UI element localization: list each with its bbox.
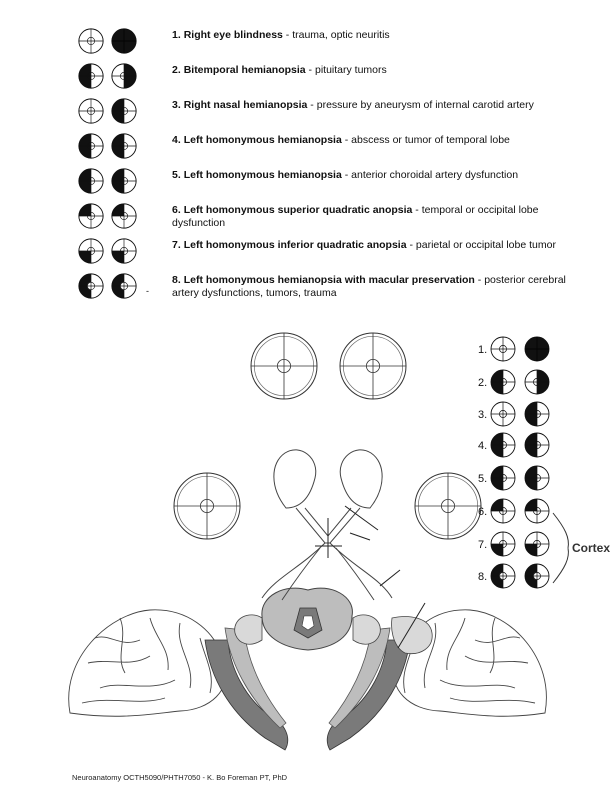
right-eye-field-icon <box>110 97 138 125</box>
defect-title <box>172 134 342 146</box>
field-left-macular <box>491 564 515 588</box>
defect-separator: - <box>341 134 352 146</box>
defect-separator: - <box>305 64 315 76</box>
defect-cause: abscess or tumor of temporal lobe <box>351 134 510 146</box>
defect-title <box>172 99 307 111</box>
stack-number: 8. <box>478 571 488 583</box>
field-left-half <box>79 134 103 158</box>
visual-pathway-diagram <box>0 318 612 778</box>
field-left-half <box>112 134 136 158</box>
field-right-half <box>525 370 549 394</box>
field-left-half <box>491 370 515 394</box>
field-left-half <box>525 433 549 457</box>
defect-title <box>172 29 283 41</box>
defect-row <box>0 202 612 242</box>
defect-cause: temporal or occipital lobe dysfunction <box>172 204 539 229</box>
field-lower-left <box>79 239 103 263</box>
left-eye-field-icon <box>77 272 105 300</box>
defect-cause: anterior choroidal artery dysfunction <box>351 169 519 181</box>
defect-title-text: Right nasal hemianopsia <box>183 99 308 111</box>
field-left-half <box>491 433 515 457</box>
thalamus-midbrain <box>235 588 433 654</box>
defect-title-text: Left homonymous hemianopsia <box>183 169 342 181</box>
field-left-half <box>79 169 103 193</box>
defect-title-text: Left homonymous superior quadratic anopsia <box>183 204 413 216</box>
defect-row <box>0 167 612 207</box>
field-none <box>491 402 515 426</box>
right-eye-field-icon <box>110 167 138 195</box>
stray-dash: - <box>146 286 149 296</box>
right-eye-field-icon <box>110 132 138 160</box>
field-none <box>79 29 103 53</box>
defect-separator: - <box>474 274 485 286</box>
defect-description <box>172 29 592 42</box>
field-lower-left <box>112 239 136 263</box>
defect-title <box>172 204 412 216</box>
defect-title <box>172 274 475 286</box>
lesion-field-stack <box>478 337 549 588</box>
field-upper-left <box>79 204 103 228</box>
field-upper-left <box>112 204 136 228</box>
defect-number: 4. <box>172 134 181 146</box>
stack-number: 5. <box>478 473 488 485</box>
defect-number: 8. <box>172 274 181 286</box>
field-left-half <box>525 402 549 426</box>
defect-number: 7. <box>172 239 181 251</box>
defect-row <box>0 27 612 67</box>
field-lower-left <box>491 532 515 556</box>
right-eye-field-icon <box>110 202 138 230</box>
field-full <box>112 29 136 53</box>
field-left-half <box>491 466 515 490</box>
left-eye-field-icon <box>77 237 105 265</box>
defect-number: 2. <box>172 64 181 76</box>
defect-description <box>172 204 592 230</box>
defect-description <box>172 169 592 182</box>
right-eye-field-icon <box>110 237 138 265</box>
defect-separator: - <box>307 99 317 111</box>
stack-number: 1. <box>478 344 488 356</box>
defect-cause: pituitary tumors <box>314 64 387 76</box>
left-hemisphere-brain <box>69 610 227 716</box>
defect-description <box>172 239 592 252</box>
defect-description <box>172 99 592 112</box>
defect-description <box>172 134 592 147</box>
large-visual-field <box>415 473 481 539</box>
defect-row <box>0 97 612 137</box>
left-eye-field-icon <box>77 167 105 195</box>
field-full <box>525 337 549 361</box>
stack-number: 4. <box>478 440 488 452</box>
defect-title-text: Bitemporal hemianopsia <box>183 64 306 76</box>
stack-number: 2. <box>478 377 488 389</box>
left-eye-field-icon <box>77 97 105 125</box>
defect-title-text: Left homonymous inferior quadratic anopsia <box>183 239 407 251</box>
field-upper-left <box>525 499 549 523</box>
defect-title <box>172 239 407 251</box>
field-right-half <box>112 64 136 88</box>
visual-field-circles <box>174 333 481 539</box>
left-eye-field-icon <box>77 27 105 55</box>
defect-title <box>172 64 306 76</box>
cortex-brace <box>553 513 568 583</box>
defect-cause: parietal or occipital lobe tumor <box>415 239 556 251</box>
field-left-macular <box>79 274 103 298</box>
field-left-half <box>525 466 549 490</box>
defect-separator: - <box>341 169 352 181</box>
defect-separator: - <box>282 29 293 41</box>
stack-number: 3. <box>478 409 488 421</box>
defect-title-text: Left homonymous hemianopsia with macular preservation <box>183 274 475 286</box>
left-eye-field-icon <box>77 132 105 160</box>
defect-separator: - <box>412 204 422 216</box>
right-eye-field-icon <box>110 272 138 300</box>
defect-row <box>0 62 612 102</box>
defect-cause: trauma, optic neuritis <box>292 29 390 41</box>
footer-credit: Neuroanatomy OCTH5090/PHTH7050 - K. Bo Foreman PT, PhD <box>72 773 288 782</box>
defect-cause: pressure by aneurysm of internal carotid artery <box>316 99 534 111</box>
field-none <box>491 337 515 361</box>
field-upper-left <box>491 499 515 523</box>
left-eye-field-icon <box>77 202 105 230</box>
field-left-macular <box>112 274 136 298</box>
defect-number: 1. <box>172 29 181 41</box>
defect-title-text: Left homonymous hemianopsia <box>183 134 342 146</box>
defect-number: 5. <box>172 169 181 181</box>
field-left-macular <box>525 564 549 588</box>
defect-cause: posterior cerebral artery dysfunctions, tumors, trauma <box>172 274 566 299</box>
field-left-half <box>112 99 136 123</box>
large-visual-field <box>340 333 406 399</box>
left-eye-field-icon <box>77 62 105 90</box>
cortex-label: Cortex <box>572 541 611 555</box>
defect-title <box>172 169 342 181</box>
field-left-half <box>79 64 103 88</box>
field-left-half <box>112 169 136 193</box>
defect-number: 6. <box>172 204 181 216</box>
field-lower-left <box>525 532 549 556</box>
large-visual-field <box>174 473 240 539</box>
defect-row <box>0 272 612 312</box>
defect-title-text: Right eye blindness <box>183 29 283 41</box>
defect-description <box>172 64 592 77</box>
large-visual-field <box>251 333 317 399</box>
field-none <box>79 99 103 123</box>
right-eye-field-icon <box>110 27 138 55</box>
stack-number: 7. <box>478 539 488 551</box>
defect-number: 3. <box>172 99 181 111</box>
defect-separator: - <box>406 239 416 251</box>
defect-row <box>0 132 612 172</box>
right-eye-field-icon <box>110 62 138 90</box>
defect-row <box>0 237 612 277</box>
stack-number: 6. <box>478 506 488 518</box>
defect-description <box>172 274 592 300</box>
